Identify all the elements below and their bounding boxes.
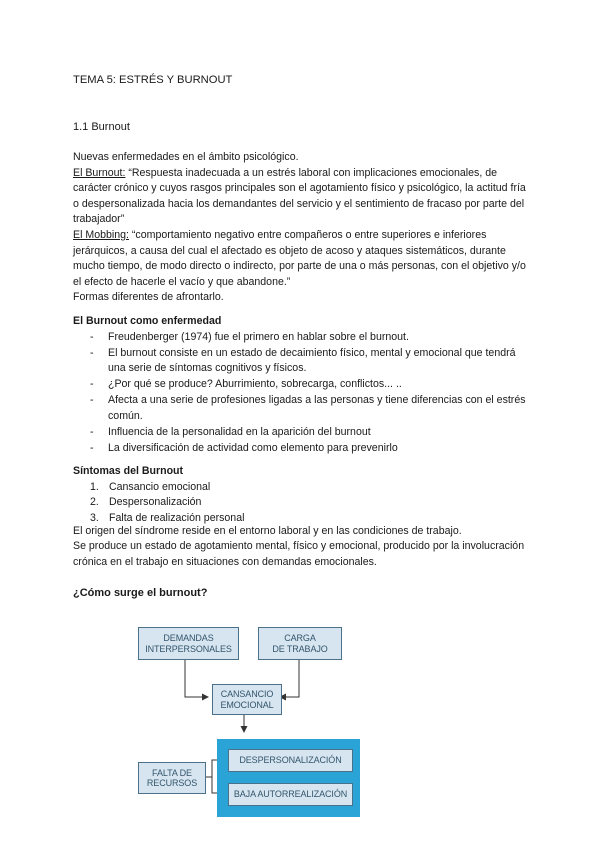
despersonalizacion-box [228,749,353,772]
list-item: - La diversificación de actividad como elemento para prevenirlo [90,441,530,456]
list-text: Despersonalización [109,496,202,509]
origin-heading: ¿Cómo surge el burnout? [73,587,208,599]
origin-text: El origen del síndrome reside en el entorno laboral y en las condiciones de trabajo. [73,525,462,537]
symptoms-heading: Síntomas del Burnout [73,465,184,477]
arrow-carga [280,659,299,697]
box-line: CANSANCIO [220,689,274,699]
demandas-box [138,627,239,660]
list-item [90,495,244,510]
box-line: DE TRABAJO [272,643,328,654]
page-title: TEMA 5: ESTRÉS Y BURNOUT [73,74,233,86]
symptoms-paragraph [73,524,533,570]
list-text: Cansancio emocional [109,481,211,493]
section-subtitle: 1.1 Burnout [73,121,130,133]
list-item: - El burnout consiste en un estado de decaimiento físico, mental y emocional que tendrá una serie de síntomas cognitivos y físicos. [90,346,530,377]
list-item: - Afecta a una serie de profesiones ligadas a las personas y tiene diferencias con el estrés común. [90,393,530,424]
cansancio-box [212,684,282,715]
burnout-term: El Burnout: [73,166,126,179]
list-number: 2. [90,496,99,509]
box-line: FALTA DE [152,767,192,778]
arrow-demandas [185,659,208,697]
box-line: INTERPERSONALES [145,643,232,654]
falta-recursos-box [138,762,206,794]
box-line: BAJA AUTORREALIZACIÓN [233,789,348,800]
intro-line: Nuevas enfermedades en el ámbito psicológico. [73,151,299,163]
intro-closing: Formas diferentes de afrontarlo. [73,291,224,304]
box-line: DESPERSONALIZACIÓN [239,755,342,766]
list-item [90,480,244,495]
list-text: Falta de realización personal [109,511,245,524]
list-item: - Influencia de la personalidad en la aparición del burnout [90,425,530,440]
mobbing-term: El Mobbing: [73,228,129,241]
carga-box [258,627,342,660]
box-line: CARGA [284,633,316,643]
list-number: 1. [90,481,99,493]
burnout-definition [73,166,533,228]
list-number: 3. [90,511,99,524]
burnout-diagram [130,622,490,822]
mobbing-definition [73,228,533,290]
box-line: EMOCIONAL [220,699,274,710]
box-line: DEMANDAS [163,633,214,643]
intro-block [73,150,533,306]
disease-heading: El Burnout como enfermedad [73,315,222,327]
list-item: - ¿Por qué se produce? Aburrimiento, sobrecarga, conflictos... .. [90,377,530,392]
baja-autorrealizacion-box [228,783,353,806]
mobbing-def-text: “comportamiento negativo entre compañeros o entre superiores e inferiores jerárquicos, a causa del cual el afectado es objeto de acoso y ataques sistemáticos, durante mucho tiempo, de modo directo o indirecto, por parte de una o más personas, con el objetivo y/o el efecto de hacerle el vacío y que abandone.” [73,228,526,288]
state-text: Se produce un estado de agotamiento mental, físico y emocional, producido por la involucración crónica en el trabajo en situaciones con demandas emocionales. [73,540,525,568]
symptoms-list [90,480,244,526]
disease-list [90,330,530,457]
burnout-def-text: “Respuesta inadecuada a un estrés laboral con implicaciones emocionales, de carácter crónico y cuyos rasgos principales son el agotamiento físico y psicológico, la actitud fría o despersonalizada hacia los demandantes del servicio y el sentimiento de fracaso por parte del trabajador” [73,166,526,226]
box-line: RECURSOS [146,778,198,788]
list-item: - Freudenberger (1974) fue el primero en hablar sobre el burnout. [90,330,530,345]
